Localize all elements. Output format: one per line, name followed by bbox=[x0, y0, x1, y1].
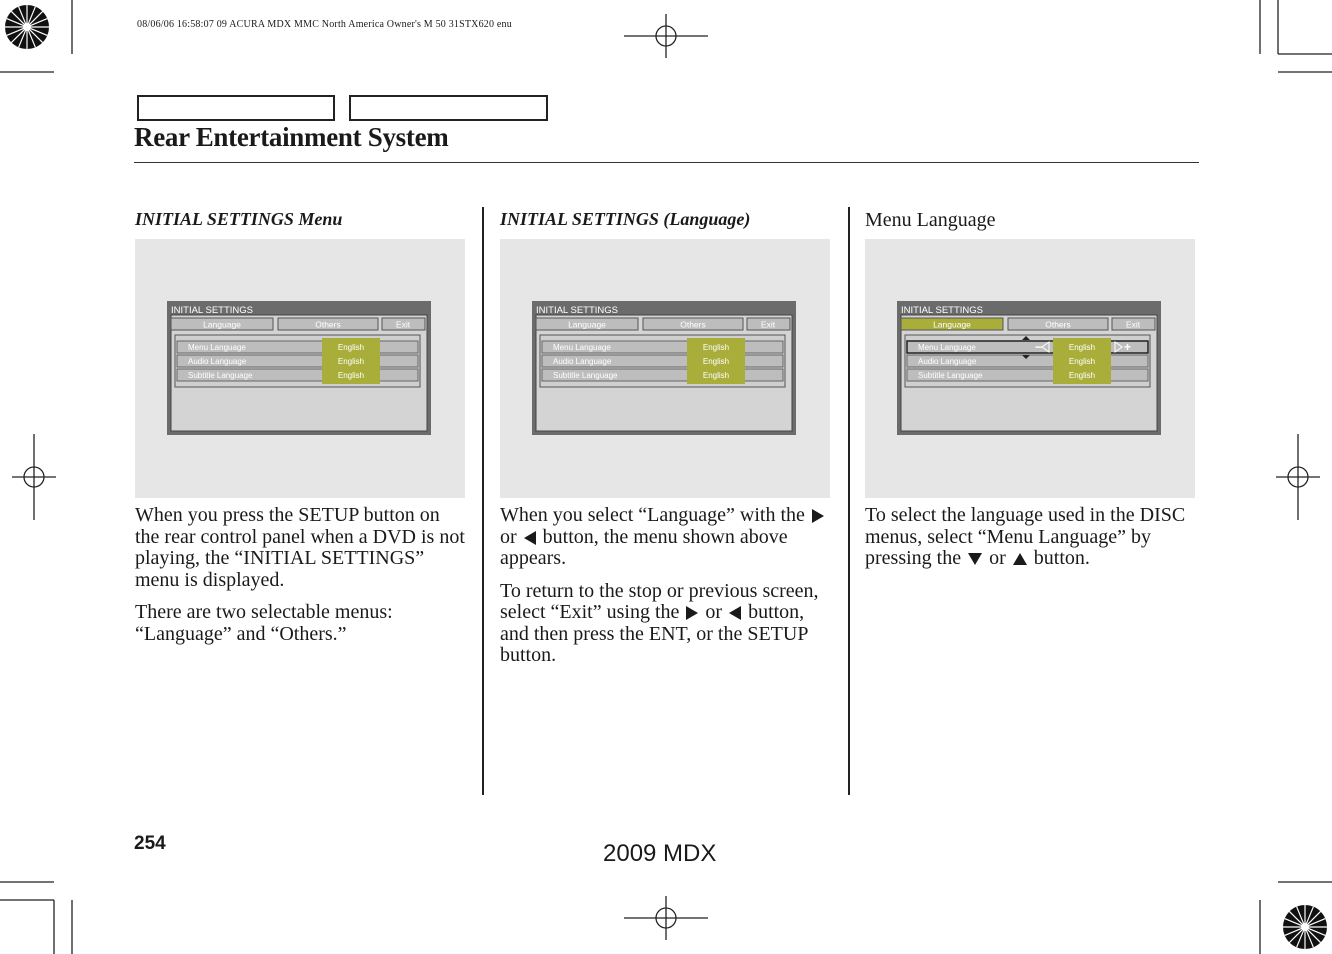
screen-title: INITIAL SETTINGS bbox=[901, 305, 983, 316]
paragraph: When you press the SETUP button on the rear control panel when a DVD is not playing, the “INITIAL SETTINGS” menu is displayed. bbox=[135, 504, 465, 591]
screen-row-value: English bbox=[1068, 343, 1096, 352]
screen-tab-exit: Exit bbox=[1125, 319, 1141, 330]
screen-row-label: Subtitle Language bbox=[553, 371, 618, 380]
column-divider-1 bbox=[482, 207, 484, 795]
paragraph: When you select “Language” with the or button, the menu shown above appears. bbox=[500, 505, 835, 570]
screen-row-value: English bbox=[337, 357, 365, 366]
up-arrow-icon bbox=[1013, 553, 1027, 565]
screen-minus-icon: − bbox=[1035, 340, 1043, 354]
column-2-body bbox=[500, 505, 835, 678]
screen-tab-exit: Exit bbox=[760, 319, 776, 330]
starburst-bottom-right-icon bbox=[1283, 905, 1327, 949]
section-tab-1 bbox=[137, 95, 335, 121]
column-divider-2 bbox=[848, 207, 850, 795]
crosshair-top-icon bbox=[624, 14, 708, 58]
left-arrow-icon bbox=[729, 606, 741, 620]
title-divider bbox=[134, 162, 1199, 163]
screen-row-label: Subtitle Language bbox=[188, 371, 253, 380]
column-1-heading: INITIAL SETTINGS Menu bbox=[135, 209, 343, 229]
screen-row-value: English bbox=[337, 343, 365, 352]
screen-tab-language: Language bbox=[203, 319, 241, 330]
screen-row-value: English bbox=[702, 357, 730, 366]
initial-settings-screen-2 bbox=[500, 239, 830, 498]
screen-row-label: Audio Language bbox=[553, 357, 612, 366]
screen-image-3 bbox=[865, 239, 1195, 498]
starburst-top-left-icon bbox=[5, 5, 49, 49]
initial-settings-screen-1 bbox=[135, 239, 465, 498]
section-tab-2 bbox=[349, 95, 548, 121]
right-arrow-icon bbox=[812, 509, 824, 523]
screen-title: INITIAL SETTINGS bbox=[171, 305, 253, 316]
crosshair-right-icon bbox=[1276, 434, 1320, 520]
crosshair-left-icon bbox=[12, 434, 56, 520]
screen-row-value: English bbox=[1068, 371, 1096, 380]
screen-row-value: English bbox=[337, 371, 365, 380]
screen-row-label: Subtitle Language bbox=[918, 371, 983, 380]
crosshair-bottom-icon bbox=[624, 896, 708, 940]
screen-title: INITIAL SETTINGS bbox=[536, 305, 618, 316]
screen-row-value: English bbox=[1068, 357, 1096, 366]
model-label: 2009 MDX bbox=[603, 840, 717, 867]
screen-tab-language: Language bbox=[568, 319, 606, 330]
page-title: Rear Entertainment System bbox=[134, 122, 449, 152]
screen-row-label: Menu Language bbox=[553, 343, 611, 352]
column-1-body bbox=[135, 505, 465, 656]
screen-image-1 bbox=[135, 239, 465, 498]
page-number: 254 bbox=[134, 833, 166, 854]
print-metadata: 08/06/06 16:58:07 09 ACURA MDX MMC North America Owner's M 50 31STX620 enu bbox=[137, 19, 512, 30]
screen-row-label: Menu Language bbox=[918, 343, 976, 352]
initial-settings-screen-3 bbox=[865, 239, 1195, 498]
column-2-heading: INITIAL SETTINGS (Language) bbox=[500, 209, 751, 229]
screen-row-value: English bbox=[702, 371, 730, 380]
screen-plus-icon: + bbox=[1124, 340, 1132, 354]
screen-row-value: English bbox=[702, 343, 730, 352]
column-3-body bbox=[865, 505, 1195, 581]
screen-row-label: Menu Language bbox=[188, 343, 246, 352]
screen-tab-exit: Exit bbox=[395, 319, 411, 330]
right-arrow-icon bbox=[686, 606, 698, 620]
down-arrow-icon bbox=[968, 553, 982, 565]
screen-row-label: Audio Language bbox=[918, 357, 977, 366]
screen-image-2 bbox=[500, 239, 830, 498]
screen-tab-others: Others bbox=[1045, 319, 1071, 330]
paragraph: To return to the stop or previous screen, select “Exit” using the or button, and then press the ENT, or the SETUP button. bbox=[500, 579, 819, 666]
left-arrow-icon bbox=[524, 531, 536, 545]
screen-tab-others: Others bbox=[315, 319, 341, 330]
column-3-heading: Menu Language bbox=[865, 209, 996, 231]
paragraph: To select the language used in the DISC menus, select “Menu Language” by pressing the or button. bbox=[865, 504, 1186, 569]
screen-tab-language: Language bbox=[933, 319, 971, 330]
screen-tab-others: Others bbox=[680, 319, 706, 330]
paragraph: There are two selectable menus: “Language” and “Others.” bbox=[135, 601, 393, 645]
screen-row-label: Audio Language bbox=[188, 357, 247, 366]
